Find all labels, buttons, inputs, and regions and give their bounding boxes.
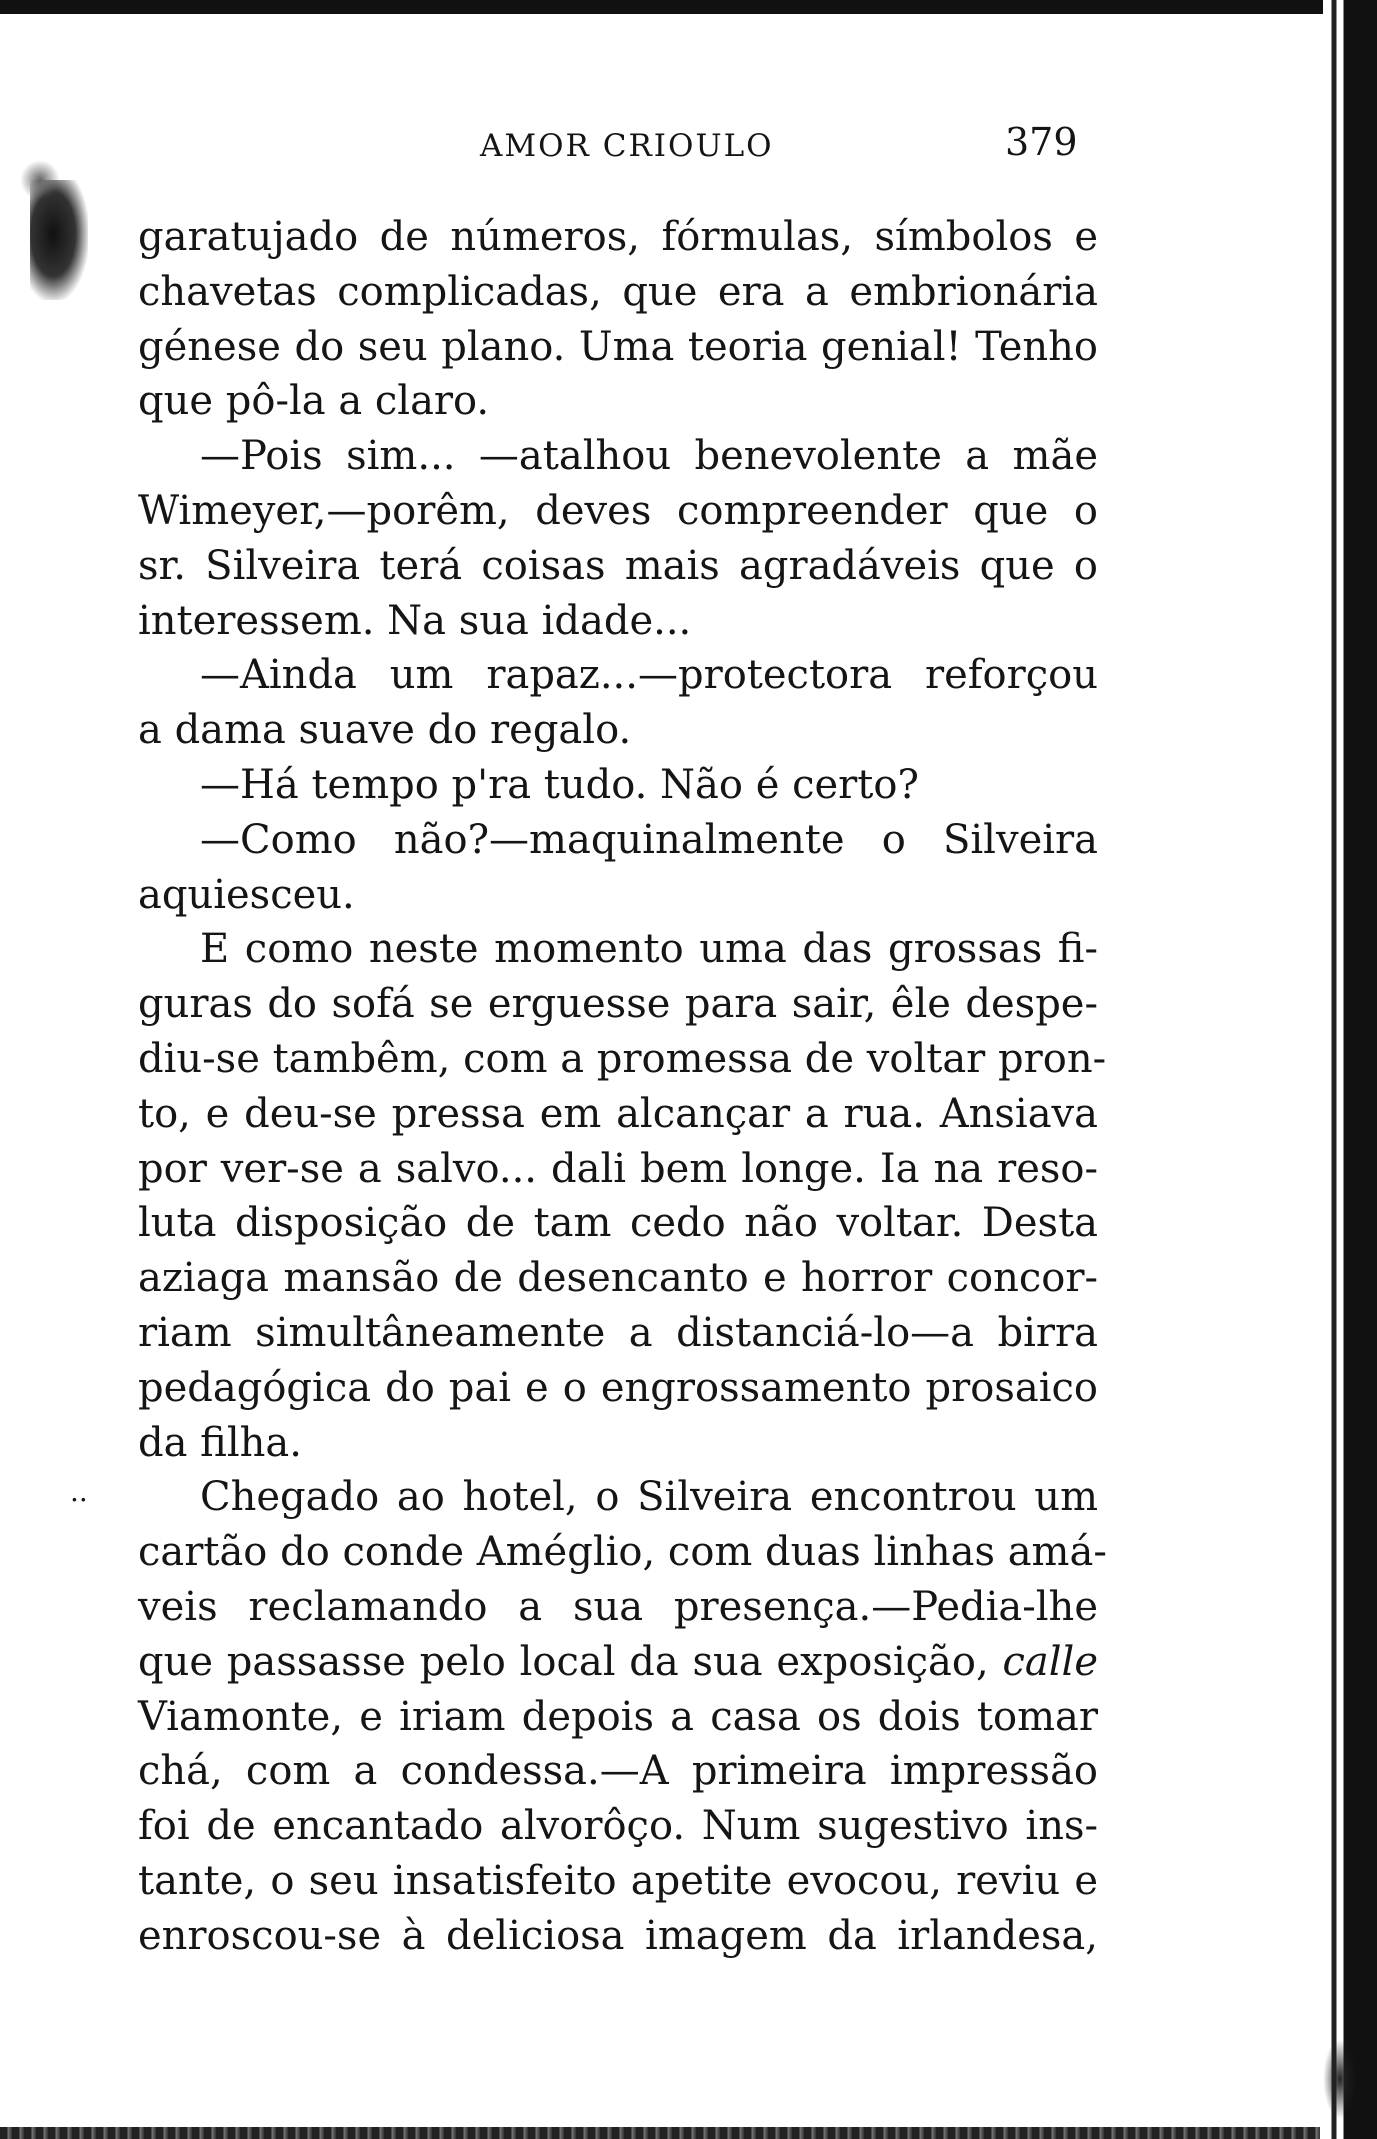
text-line-content: por ver-se a salvo... dali bem longe. Ia na reso-: [138, 1145, 1098, 1192]
text-line: [138, 210, 1098, 265]
text-line: [138, 703, 1098, 758]
text-line-content: —Como não?—maquinalmente o Silveira: [200, 816, 1098, 863]
text-line: [138, 374, 1098, 429]
text-line-content: Chegado ao hotel, o Silveira encontrou um: [200, 1474, 1098, 1521]
text-line-content: diu-se tambêm, com a promessa de voltar pron-: [138, 1035, 1107, 1082]
text-line-content: que passasse pelo local da sua exposição,: [138, 1638, 989, 1685]
text-line: [138, 922, 1098, 977]
text-line-content: —Pois sim... —atalhou benevolente a mãe: [200, 433, 1098, 480]
text-line-content: garatujado de números, fórmulas, símbolos e: [138, 214, 1098, 260]
text-line: [138, 1854, 1098, 1909]
text-line: [138, 1306, 1098, 1361]
text-line-content: cartão do conde Améglio, com duas linhas amá-: [138, 1529, 1107, 1576]
text-line-content: interessem. Na sua idade...: [138, 597, 692, 644]
text-line: [138, 1635, 1098, 1690]
text-line-content: —Ainda um rapaz...—protectora reforçou: [200, 652, 1098, 699]
text-line-content: luta disposição de tam cedo não voltar. Desta: [138, 1200, 1098, 1247]
text-line: [138, 265, 1098, 320]
text-line: [138, 1416, 1098, 1471]
text-line: [138, 1251, 1098, 1306]
text-line-content: Wimeyer,—porêm, deves compreender que o: [138, 487, 1098, 534]
text-line: [138, 539, 1098, 594]
text-line: [138, 977, 1098, 1032]
text-line: [138, 1196, 1098, 1251]
text-line-content: Viamonte, e iriam depois a casa os dois tomar: [138, 1693, 1098, 1740]
page-number: 379: [1005, 120, 1078, 164]
text-line-content: aquiesceu.: [138, 871, 355, 918]
page-body-text: [138, 210, 1107, 1964]
text-line: [138, 1744, 1098, 1799]
text-line-content: a dama suave do regalo.: [138, 707, 632, 754]
text-line: [138, 1799, 1098, 1854]
text-line-content: pedagógica do pai e o engrossamento prosaico: [138, 1364, 1098, 1411]
text-line: [138, 813, 1098, 868]
text-line: [138, 1361, 1098, 1416]
text-line: [138, 1032, 1107, 1087]
text-line-content: da filha.: [138, 1419, 302, 1466]
text-line-content: sr. Silveira terá coisas mais agradáveis que o: [138, 542, 1098, 589]
text-line: [138, 648, 1098, 703]
text-line: [138, 594, 1098, 649]
text-line-content: guras do sofá se erguesse para sair, êle despe-: [138, 981, 1098, 1028]
text-line-content: —Há tempo p'ra tudo. Não é certo?: [200, 761, 919, 808]
text-line-content: chavetas complicadas, que era a embrionária: [138, 268, 1098, 315]
running-title: AMOR CRIOULO: [480, 128, 774, 164]
text-line-content: enroscou-se à deliciosa imagem da irlandesa,: [138, 1912, 1098, 1959]
text-line: [138, 1525, 1107, 1580]
text-line-content: to, e deu-se pressa em alcançar a rua. Ansiava: [138, 1090, 1098, 1137]
margin-mark: ..: [70, 1475, 88, 1508]
text-line: [138, 1142, 1098, 1197]
text-line: [138, 1690, 1098, 1745]
text-line: [138, 758, 1098, 813]
text-line-content: E como neste momento uma das grossas fi-: [200, 926, 1098, 973]
text-line: [138, 1909, 1098, 1964]
text-line-content: tante, o seu insatisfeito apetite evocou, reviu e: [138, 1857, 1098, 1904]
text-line-content: chá, com a condessa.—A primeira impressão: [138, 1748, 1098, 1795]
scan-top-edge: [0, 0, 1330, 14]
text-line-content: veis reclamando a sua presença.—Pedia-lhe: [138, 1583, 1098, 1630]
text-line: [138, 429, 1098, 484]
text-line-content: que pô-la a claro.: [138, 378, 490, 425]
scan-right-border: [1323, 0, 1377, 2139]
text-line: [138, 484, 1098, 539]
text-line: [138, 1470, 1098, 1525]
text-line-content: foi de encantado alvorôço. Num sugestivo ins-: [138, 1803, 1098, 1850]
text-line-content: génese do seu plano. Uma teoria genial! Tenho: [138, 323, 1098, 370]
text-line: [138, 320, 1098, 375]
text-line: [138, 868, 1098, 923]
text-line: [138, 1087, 1098, 1142]
italic-word: calle: [1002, 1638, 1099, 1685]
text-line-content: aziaga mansão de desencanto e horror concor-: [138, 1255, 1098, 1302]
text-line-content: riam simultâneamente a distanciá-lo—a birra: [138, 1309, 1098, 1356]
text-line: [138, 1580, 1098, 1635]
corner-ink-mark: [1323, 2039, 1357, 2119]
ink-smudge-small: [20, 160, 60, 200]
scan-bottom-edge: [0, 2127, 1320, 2139]
